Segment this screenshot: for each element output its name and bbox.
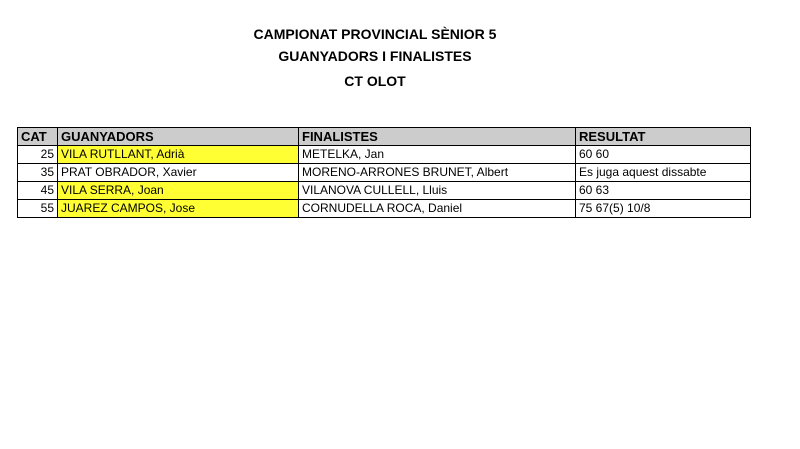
cell-result: 60 63 bbox=[576, 182, 751, 200]
cell-category: 25 bbox=[18, 146, 58, 164]
page-title: CAMPIONAT PROVINCIAL SÈNIOR 5 bbox=[253, 26, 497, 42]
venue-title: CT OLOT bbox=[344, 73, 406, 89]
cell-winner: JUAREZ CAMPOS, Jose bbox=[58, 200, 299, 218]
column-header-finalists: FINALISTES bbox=[299, 128, 576, 146]
cell-winner: VILA RUTLLANT, Adrià bbox=[58, 146, 299, 164]
table-row bbox=[18, 146, 751, 164]
column-header-result: RESULTAT bbox=[576, 128, 751, 146]
column-header-cat: CAT bbox=[18, 128, 58, 146]
table-row bbox=[18, 164, 751, 182]
cell-finalist: CORNUDELLA ROCA, Daniel bbox=[299, 200, 576, 218]
table-row bbox=[18, 182, 751, 200]
cell-category: 45 bbox=[18, 182, 58, 200]
column-header-winners: GUANYADORS bbox=[58, 128, 299, 146]
cell-result: 60 60 bbox=[576, 146, 751, 164]
cell-category: 35 bbox=[18, 164, 58, 182]
table-header-row bbox=[18, 128, 751, 146]
cell-finalist: VILANOVA CULLELL, Lluis bbox=[299, 182, 576, 200]
cell-finalist: MORENO-ARRONES BRUNET, Albert bbox=[299, 164, 576, 182]
cell-winner: VILA SERRA, Joan bbox=[58, 182, 299, 200]
cell-result: 75 67(5) 10/8 bbox=[576, 200, 751, 218]
cell-winner: PRAT OBRADOR, Xavier bbox=[58, 164, 299, 182]
table-row bbox=[18, 200, 751, 218]
page-subtitle: GUANYADORS I FINALISTES bbox=[278, 48, 472, 64]
cell-category: 55 bbox=[18, 200, 58, 218]
cell-result: Es juga aquest dissabte bbox=[576, 164, 751, 182]
cell-finalist: METELKA, Jan bbox=[299, 146, 576, 164]
results-table bbox=[17, 127, 751, 218]
